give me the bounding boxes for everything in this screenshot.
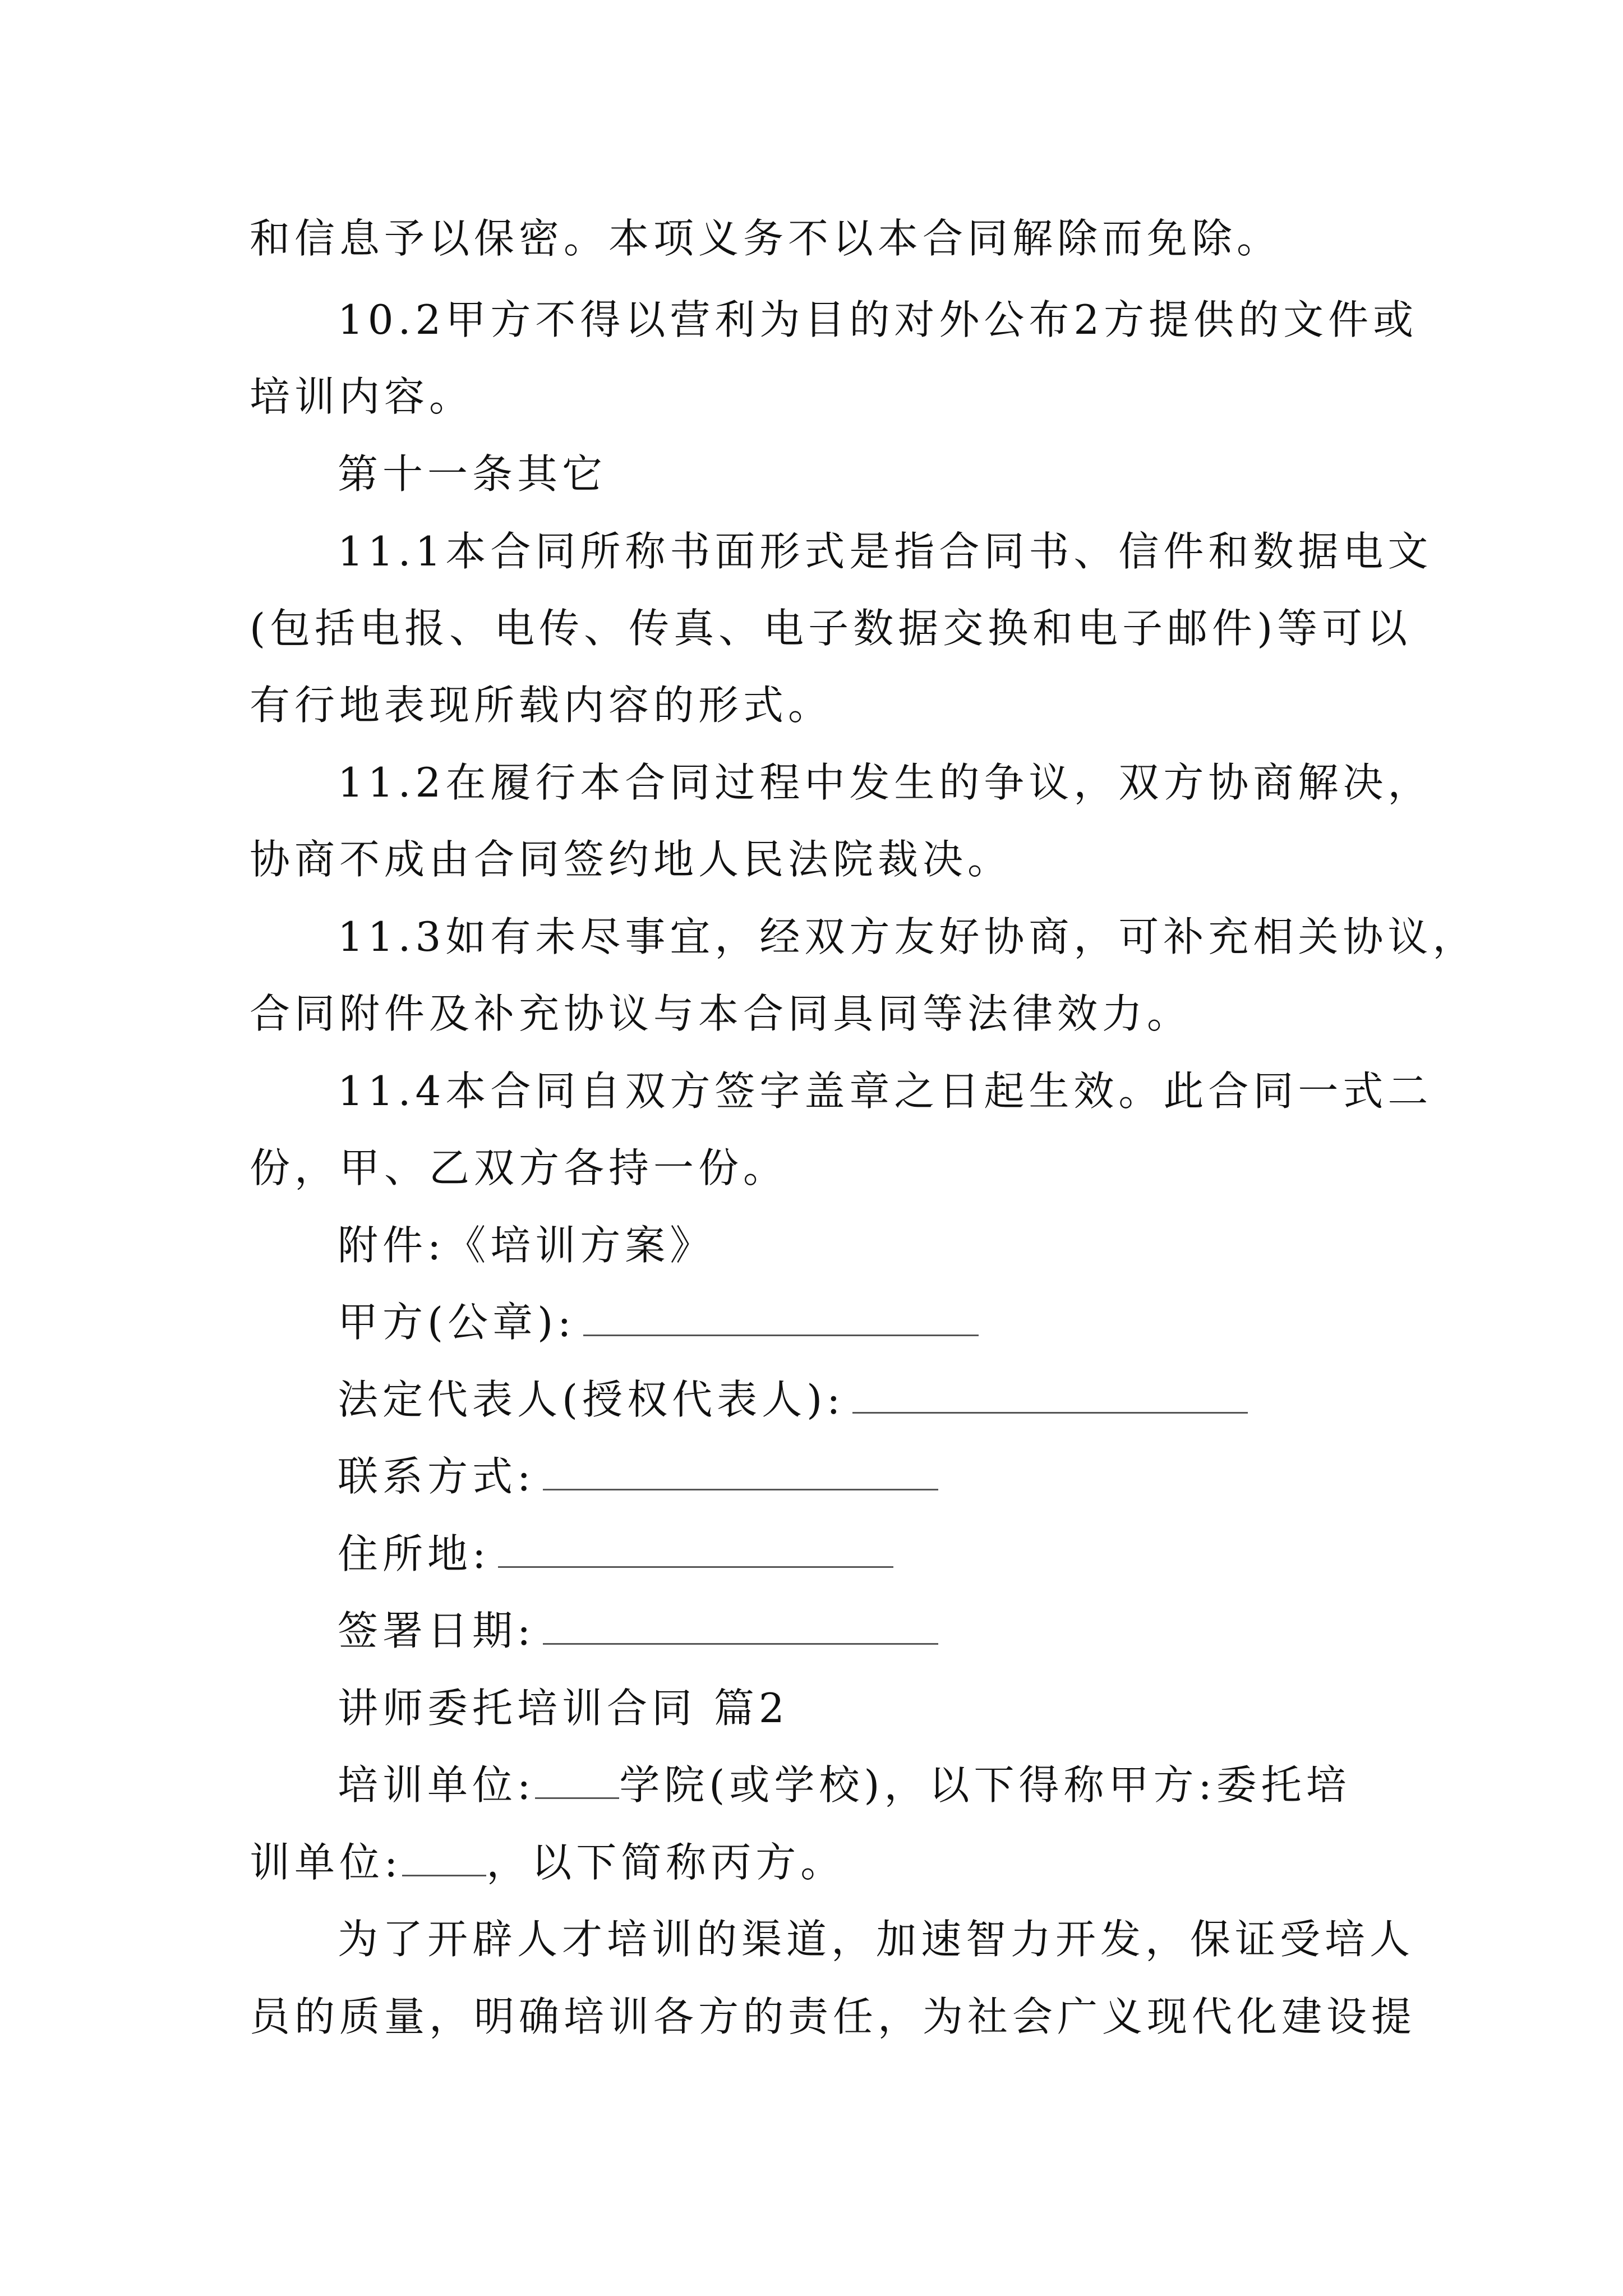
field-label: 签署日期: bbox=[338, 1607, 536, 1654]
blank-line bbox=[583, 1299, 979, 1336]
signature-field-party-a bbox=[338, 1291, 1623, 1353]
section-title: 讲师委托培训合同 篇2 bbox=[338, 1685, 789, 1732]
field-label: 甲方(公章): bbox=[338, 1299, 576, 1346]
section-heading: 第十一条其它 bbox=[338, 450, 607, 498]
text-line: 11.3如有未尽事宜，经双方友好协商，可补充相关协议， bbox=[338, 913, 1478, 960]
blank-line bbox=[852, 1376, 1248, 1414]
signature-field-representative bbox=[338, 1369, 1623, 1430]
blank-line bbox=[543, 1453, 938, 1490]
text-line: 有行地表现所载内容的形式。 bbox=[250, 682, 833, 729]
text-line bbox=[250, 1832, 1623, 1893]
text-line: 和信息予以保密。本项义务不以本合同解除而免除。 bbox=[250, 215, 1282, 262]
text-line: 11.4本合同自双方签字盖章之日起生效。此合同一式二 bbox=[338, 1068, 1433, 1115]
text-line: 10.2甲方不得以营利为目的对外公布2方提供的文件或 bbox=[338, 296, 1418, 343]
text-fragment: 学院(或学校)，以下得称甲方:委托培 bbox=[619, 1761, 1351, 1809]
blank-line bbox=[543, 1607, 938, 1645]
signature-field-contact bbox=[338, 1446, 1623, 1507]
field-label: 住所地: bbox=[338, 1530, 491, 1577]
text-line: 份，甲、乙双方各持一份。 bbox=[250, 1144, 789, 1191]
blank-line bbox=[402, 1839, 486, 1876]
text-line: 培训内容。 bbox=[250, 373, 474, 420]
field-label: 法定代表人(授权代表人): bbox=[338, 1376, 845, 1423]
text-line: 协商不成由合同签约地人民法院裁决。 bbox=[250, 836, 1013, 883]
text-fragment: 培训单位: bbox=[338, 1761, 536, 1809]
text-line bbox=[338, 1754, 1623, 1816]
text-line: 合同附件及补充协议与本合同具同等法律效力。 bbox=[250, 990, 1192, 1037]
signature-field-date bbox=[338, 1600, 1623, 1662]
field-label: 联系方式: bbox=[338, 1453, 536, 1500]
text-line: 员的质量，明确培训各方的责任，为社会广义现代化建设提 bbox=[250, 1993, 1417, 2040]
text-line: 为了开辟人才培训的渠道，加速智力开发，保证受培人 bbox=[338, 1916, 1415, 1963]
blank-line bbox=[498, 1530, 893, 1568]
attachment-line: 附件:《培训方案》 bbox=[338, 1222, 715, 1269]
signature-field-address bbox=[338, 1523, 1623, 1585]
blank-line bbox=[535, 1761, 619, 1799]
text-fragment: ，以下简称丙方。 bbox=[486, 1839, 846, 1886]
text-line: 11.1本合同所称书面形式是指合同书、信件和数据电文 bbox=[338, 528, 1433, 575]
text-line: 11.2在履行本合同过程中发生的争议，双方协商解决， bbox=[338, 759, 1433, 806]
text-line: (包括电报、电传、传真、电子数据交换和电子邮件)等可以 bbox=[250, 605, 1412, 652]
text-fragment: 训单位: bbox=[250, 1839, 403, 1886]
